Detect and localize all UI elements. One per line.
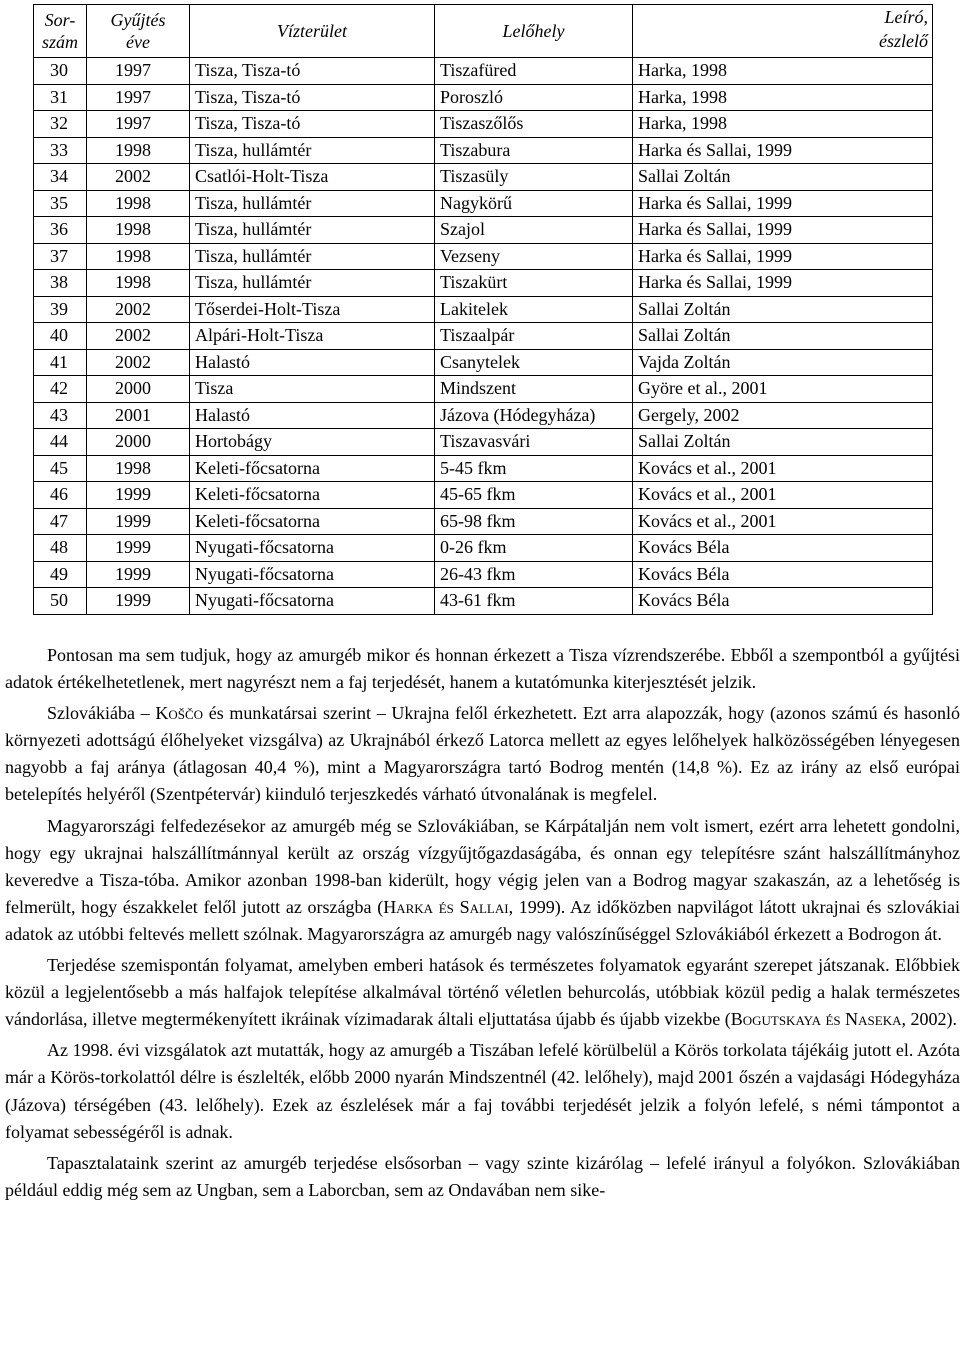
cell-year: 1998	[87, 243, 190, 270]
table-row	[34, 508, 933, 535]
paragraph-4	[5, 952, 960, 1033]
paragraph-3-text-a: Magyarországi felfedezésekor az amurgéb még se Szlovákiában, se Kárpátalján nem volt ismert, ezért arra lehetett gondolni, hogy egy ukrajnai halszállítmánnyal került az ország vízgyűjtőgazdaságába, és onnan egy telepítésre szánt halszállítmányhoz keveredve a Tisza-tóba. Amikor azonban 1998-ban kiderült, hogy végig jelen van a Bodrog magyar szakaszán, az a lehetőség is felmerült, hogy északkelet felől jutott az országba (	[5, 815, 960, 917]
cell-year: 1997	[87, 111, 190, 138]
cell-author: Harka, 1998	[633, 58, 933, 85]
cell-number: 39	[34, 296, 87, 323]
cell-number: 42	[34, 376, 87, 403]
cell-site: Tiszavasvári	[435, 429, 633, 456]
cell-number: 31	[34, 84, 87, 111]
cell-number: 49	[34, 561, 87, 588]
table-row	[34, 58, 933, 85]
cell-site: Szajol	[435, 217, 633, 244]
cell-site: 65-98 fkm	[435, 508, 633, 535]
body-text	[5, 642, 960, 1204]
cell-water: Halastó	[190, 349, 435, 376]
table-row	[34, 190, 933, 217]
cell-water: Alpári-Holt-Tisza	[190, 323, 435, 350]
cell-year: 2001	[87, 402, 190, 429]
table-row	[34, 349, 933, 376]
cell-year: 1997	[87, 84, 190, 111]
cell-year: 1998	[87, 137, 190, 164]
cell-number: 32	[34, 111, 87, 138]
table-row	[34, 84, 933, 111]
paragraph-6: Tapasztalataink szerint az amurgéb terjedése elsősorban – vagy szinte kizárólag – lefelé irányul a folyókon. Szlovákiában például eddig még sem az Ungban, sem a Laborcban, sem az Ondavában nem sike-	[5, 1152, 960, 1200]
cell-author: Harka, 1998	[633, 111, 933, 138]
header-sorszam-line1: Sor-	[44, 10, 76, 30]
cell-year: 2002	[87, 323, 190, 350]
cell-water: Tisza, Tisza-tó	[190, 111, 435, 138]
paragraph-2	[5, 700, 960, 808]
cell-water: Tisza, hullámtér	[190, 190, 435, 217]
cell-year: 2000	[87, 376, 190, 403]
cell-site: 26-43 fkm	[435, 561, 633, 588]
cell-author: Sallai Zoltán	[633, 429, 933, 456]
cell-author: Vajda Zoltán	[633, 349, 933, 376]
cell-site: Poroszló	[435, 84, 633, 111]
cell-water: Tőserdei-Holt-Tisza	[190, 296, 435, 323]
cell-year: 2002	[87, 296, 190, 323]
header-author	[633, 5, 933, 58]
paragraph-3	[5, 813, 960, 948]
cell-number: 36	[34, 217, 87, 244]
cell-number: 37	[34, 243, 87, 270]
cell-site: 45-65 fkm	[435, 482, 633, 509]
table-row	[34, 588, 933, 615]
cell-water: Tisza, hullámtér	[190, 270, 435, 297]
header-author-line2: észlelő	[879, 31, 928, 51]
cell-author: Kovács Béla	[633, 588, 933, 615]
author-citation-kosco: Koščo	[155, 703, 204, 724]
cell-water: Csatlói-Holt-Tisza	[190, 164, 435, 191]
cell-author: Harka és Sallai, 1999	[633, 270, 933, 297]
cell-author: Kovács Béla	[633, 561, 933, 588]
cell-year: 1998	[87, 455, 190, 482]
header-year-line2: éve	[126, 32, 150, 52]
cell-year: 1999	[87, 588, 190, 615]
cell-author: Kovács et al., 2001	[633, 482, 933, 509]
table-row	[34, 429, 933, 456]
table-row	[34, 164, 933, 191]
cell-year: 1999	[87, 535, 190, 562]
cell-number: 38	[34, 270, 87, 297]
cell-author: Harka és Sallai, 1999	[633, 190, 933, 217]
cell-year: 1998	[87, 190, 190, 217]
author-citation-harka-sallai: Harka és Sallai	[383, 896, 509, 917]
cell-water: Tisza, hullámtér	[190, 217, 435, 244]
cell-year: 1997	[87, 58, 190, 85]
table-row	[34, 137, 933, 164]
cell-site: Tiszafüred	[435, 58, 633, 85]
cell-author: Harka és Sallai, 1999	[633, 243, 933, 270]
cell-site: Tiszabura	[435, 137, 633, 164]
table-row	[34, 323, 933, 350]
cell-number: 34	[34, 164, 87, 191]
cell-year: 2002	[87, 349, 190, 376]
table-row	[34, 376, 933, 403]
table-body	[34, 58, 933, 615]
paragraph-2-text-b: és munkatársai szerint – Ukrajna felől érkezhetett. Ezt arra alapozzák, hogy (azonos számú és hasonló környezeti adottságú élőhelyeket vizsgálva) az Ukrajnából érkező Latorca mellett az egyes lelőhelyek halközösségében lényegesen nagyobb a faj aránya (átlagosan 40,4 %), mint a Magyarországra tartó Bodrog mentén (14,8 %). Ez az irány az első európai betelepítés helyéről (Szentpétervár) kiinduló terjeszkedés várható útvonalának is megfelel.	[5, 703, 960, 805]
cell-year: 1999	[87, 561, 190, 588]
cell-water: Keleti-főcsatorna	[190, 482, 435, 509]
cell-number: 47	[34, 508, 87, 535]
paragraph-4-text-b: , 2002).	[901, 1009, 957, 1030]
cell-year: 2000	[87, 429, 190, 456]
table-row	[34, 217, 933, 244]
cell-site: Mindszent	[435, 376, 633, 403]
cell-number: 48	[34, 535, 87, 562]
cell-water: Hortobágy	[190, 429, 435, 456]
cell-site: 43-61 fkm	[435, 588, 633, 615]
cell-number: 44	[34, 429, 87, 456]
paragraph-2-text-a: Szlovákiába –	[47, 703, 156, 724]
cell-site: Tiszaszőlős	[435, 111, 633, 138]
cell-year: 1999	[87, 482, 190, 509]
header-site: Lelőhely	[435, 5, 633, 58]
table-row	[34, 270, 933, 297]
cell-author: Harka, 1998	[633, 84, 933, 111]
records-table	[33, 4, 933, 615]
cell-site: Tiszasüly	[435, 164, 633, 191]
cell-number: 43	[34, 402, 87, 429]
cell-author: Sallai Zoltán	[633, 164, 933, 191]
paragraph-1: Pontosan ma sem tudjuk, hogy az amurgéb mikor és honnan érkezett a Tisza vízrendszerébe. Ebből a szempontból a gyűjtési adatok értékelhetetlenek, mert nagyrészt nem a faj terjedését, hanem a kutatómunka kiterjesztését jelzik.	[5, 645, 960, 693]
header-year-line1: Gyűjtés	[110, 10, 166, 30]
cell-number: 30	[34, 58, 87, 85]
paragraph-5: Az 1998. évi vizsgálatok azt mutatták, hogy az amurgéb a Tiszában lefelé körülbelül a Körös torkolata tájékáig jutott el. Azóta már a Körös-torkolattól délre is észlelték, előbb 2000 nyarán Mindszentnél (42. lelőhely), majd 2001 őszén a vajdasági Hódegyháza (Jázova) térségében (43. lelőhely). Ezek az észlelések már a faj további terjedését jelzik a folyón lefelé, s némi támpontot a folyamat sebességéről is adnak.	[5, 1040, 960, 1142]
header-author-line1: Leíró,	[884, 7, 928, 27]
cell-year: 1998	[87, 217, 190, 244]
cell-author: Kovács et al., 2001	[633, 455, 933, 482]
paragraph-4-text-a: Terjedése szemispontán folyamat, amelyben emberi hatások és természetes folyamatok egyaránt szerepet játszanak. Előbbiek közül a legjelentősebb a más halfajok telepítése alkalmával történő véletlen behurcolás, utóbbiak közül pedig a halak természetes vándorlása, illetve megtermékenyített ikráinak vízimadarak általi eljuttatása újabb és újabb vizekbe (	[5, 955, 960, 1030]
cell-number: 33	[34, 137, 87, 164]
cell-number: 41	[34, 349, 87, 376]
cell-author: Harka és Sallai, 1999	[633, 137, 933, 164]
cell-number: 46	[34, 482, 87, 509]
cell-water: Nyugati-főcsatorna	[190, 535, 435, 562]
cell-water: Tisza, Tisza-tó	[190, 84, 435, 111]
cell-site: Nagykörű	[435, 190, 633, 217]
table-row	[34, 402, 933, 429]
cell-author: Györe et al., 2001	[633, 376, 933, 403]
cell-water: Keleti-főcsatorna	[190, 455, 435, 482]
cell-number: 50	[34, 588, 87, 615]
cell-author: Sallai Zoltán	[633, 323, 933, 350]
header-sorszam-line2: szám	[41, 32, 78, 52]
cell-water: Tisza, hullámtér	[190, 137, 435, 164]
cell-author: Kovács et al., 2001	[633, 508, 933, 535]
author-citation-bogutskaya-naseka: Bogutskaya és Naseka	[730, 1009, 902, 1030]
cell-author: Harka és Sallai, 1999	[633, 217, 933, 244]
header-water: Vízterület	[190, 5, 435, 58]
cell-author: Sallai Zoltán	[633, 296, 933, 323]
table-row	[34, 111, 933, 138]
cell-number: 45	[34, 455, 87, 482]
cell-water: Halastó	[190, 402, 435, 429]
table-row	[34, 535, 933, 562]
cell-water: Keleti-főcsatorna	[190, 508, 435, 535]
cell-site: 0-26 fkm	[435, 535, 633, 562]
cell-site: Lakitelek	[435, 296, 633, 323]
table-row	[34, 243, 933, 270]
cell-year: 2002	[87, 164, 190, 191]
cell-site: Vezseny	[435, 243, 633, 270]
table-row	[34, 296, 933, 323]
cell-site: 5-45 fkm	[435, 455, 633, 482]
cell-year: 1999	[87, 508, 190, 535]
header-year	[87, 5, 190, 58]
table-row	[34, 561, 933, 588]
cell-site: Tiszaalpár	[435, 323, 633, 350]
cell-year: 1998	[87, 270, 190, 297]
table-row	[34, 455, 933, 482]
cell-author: Kovács Béla	[633, 535, 933, 562]
cell-site: Csanytelek	[435, 349, 633, 376]
cell-number: 35	[34, 190, 87, 217]
paragraph-3-text-b: , 1999). Az időközben napvilágot látott ukrajnai és szlovákiai adatok az utóbbi feltevés mellett szólnak. Magyarországra az amurgéb nagy valószínűséggel Szlovákiából érkezett a Bodrogon át.	[5, 896, 960, 944]
cell-site: Jázova (Hódegyháza)	[435, 402, 633, 429]
cell-water: Nyugati-főcsatorna	[190, 588, 435, 615]
cell-number: 40	[34, 323, 87, 350]
cell-water: Nyugati-főcsatorna	[190, 561, 435, 588]
cell-water: Tisza, Tisza-tó	[190, 58, 435, 85]
table-row	[34, 482, 933, 509]
cell-author: Gergely, 2002	[633, 402, 933, 429]
header-sorszam	[34, 5, 87, 58]
cell-water: Tisza	[190, 376, 435, 403]
cell-site: Tiszakürt	[435, 270, 633, 297]
cell-water: Tisza, hullámtér	[190, 243, 435, 270]
table-header-row	[34, 5, 933, 58]
